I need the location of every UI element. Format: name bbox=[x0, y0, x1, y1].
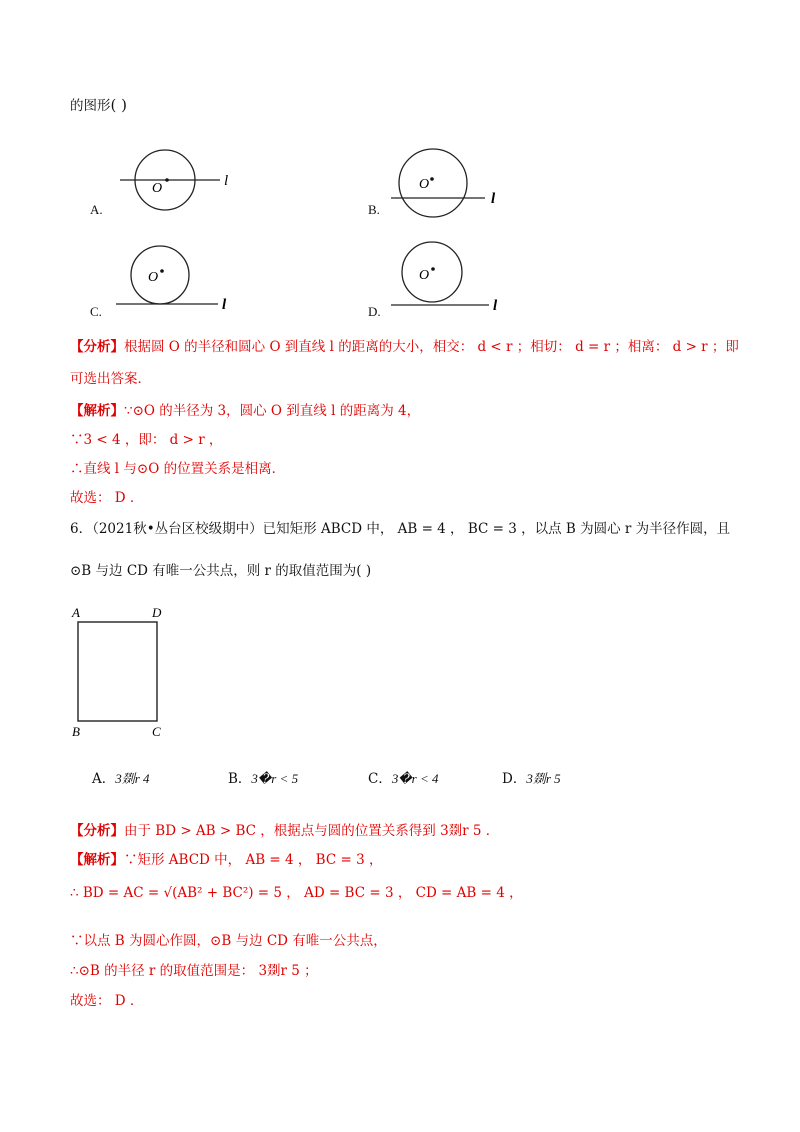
choice-a bbox=[92, 770, 150, 788]
circle-shape bbox=[402, 242, 462, 302]
q6-line1: 6．（2021秋•丛台区校级期中）已知矩形 ABCD 中， AB = 4 ， BC = 3 ，以点 B 为圆心 r 为半径作圆，且 bbox=[70, 521, 731, 537]
question-tail-text: 的图形 bbox=[70, 98, 111, 114]
question-tail bbox=[70, 96, 127, 115]
analysis-text: 根据圆 O 的半径和圆心 O 到直线 l 的距离的大小，相交： d < r ；相切： d = r ；相离： d > r ；即 bbox=[124, 339, 739, 355]
option-c-label: C. bbox=[90, 304, 102, 319]
q5-analysis-line1 bbox=[70, 338, 739, 356]
choice-b bbox=[228, 770, 298, 788]
figure-option-c bbox=[110, 240, 250, 320]
solution-tag: 【解析】 bbox=[70, 852, 124, 868]
circle-shape bbox=[131, 246, 189, 304]
q5-answer: 故选： D ． bbox=[70, 490, 144, 506]
solution-text: ∵⊙O 的半径为 3，圆心 O 到直线 l 的距离为 4， bbox=[124, 403, 421, 419]
analysis-tag: 【分析】 bbox=[70, 339, 124, 355]
line-label: l bbox=[222, 297, 227, 313]
solution-text: ∵矩形 ABCD 中， AB = 4 ， BC = 3 ， bbox=[124, 852, 383, 868]
circle-shape bbox=[399, 149, 467, 217]
q6-answer: 故选： D ． bbox=[70, 993, 144, 1009]
q6-line2: ⊙B 与边 CD 有唯一公共点，则 r 的取值范围为( ) bbox=[70, 563, 372, 579]
center-label: O bbox=[419, 268, 430, 283]
center-dot bbox=[160, 269, 164, 273]
line-label: l bbox=[493, 298, 498, 314]
q6-solution-line2: ∴ BD = AC = √(AB² + BC²) = 5 ， AD = BC = 3 ， CD = AB = 4 ， bbox=[70, 885, 523, 901]
q5-solution-line1 bbox=[70, 402, 420, 420]
choice-b-text: 3�r < 5 bbox=[251, 771, 299, 786]
q5-solution-line2: ∵3 < 4 ，即： d > r ， bbox=[70, 432, 223, 448]
center-dot bbox=[430, 177, 434, 181]
figure-option-d bbox=[385, 235, 525, 320]
analysis-tag: 【分析】 bbox=[70, 823, 124, 839]
choice-a-text: 3剟r 4 bbox=[115, 771, 150, 786]
figure-option-b bbox=[385, 140, 525, 225]
line-label: l bbox=[491, 191, 496, 207]
line-label: l bbox=[224, 173, 229, 189]
choice-c-text: 3�r < 4 bbox=[391, 771, 439, 786]
q5-analysis-line2: 可选出答案． bbox=[70, 371, 151, 387]
vertex-b-label: B bbox=[72, 724, 80, 739]
rectangle-abcd-figure bbox=[68, 602, 178, 742]
rectangle-shape bbox=[78, 622, 157, 721]
q6-solution-line3: ∵以点 B 为圆心作圆，⊙B 与边 CD 有唯一公共点， bbox=[70, 933, 387, 949]
option-b-label: B. bbox=[368, 202, 380, 217]
choice-d-text: 3剟r 5 bbox=[526, 771, 561, 786]
option-a-label: A. bbox=[90, 202, 103, 217]
answer-paren: ( ) bbox=[110, 96, 127, 114]
choice-c-label: C． bbox=[368, 771, 392, 787]
q6-solution-line4: ∴⊙B 的半径 r 的取值范围是： 3剟r 5 ； bbox=[70, 963, 318, 979]
vertex-c-label: C bbox=[152, 724, 161, 739]
option-d-label: D. bbox=[368, 304, 381, 319]
figure-option-a bbox=[110, 140, 250, 225]
center-label: O bbox=[419, 177, 430, 192]
center-dot bbox=[165, 178, 169, 182]
q5-solution-line3: ∴直线 l 与⊙O 的位置关系是相离． bbox=[70, 461, 286, 477]
analysis-text: 由于 BD > AB > BC ，根据点与圆的位置关系得到 3剟r 5 ． bbox=[124, 823, 500, 839]
choice-d-label: D． bbox=[502, 771, 527, 787]
choice-a-label: A． bbox=[92, 771, 116, 787]
vertex-a-label: A bbox=[72, 605, 80, 620]
choice-d bbox=[502, 770, 561, 788]
choice-c bbox=[368, 770, 439, 788]
center-dot bbox=[431, 267, 435, 271]
center-label: O bbox=[148, 270, 159, 285]
q6-analysis-line1 bbox=[70, 822, 499, 840]
vertex-d-label: D bbox=[152, 605, 162, 620]
center-label: O bbox=[152, 181, 163, 196]
choice-b-label: B． bbox=[228, 771, 252, 787]
solution-tag: 【解析】 bbox=[70, 403, 124, 419]
q6-solution-line1 bbox=[70, 851, 382, 869]
